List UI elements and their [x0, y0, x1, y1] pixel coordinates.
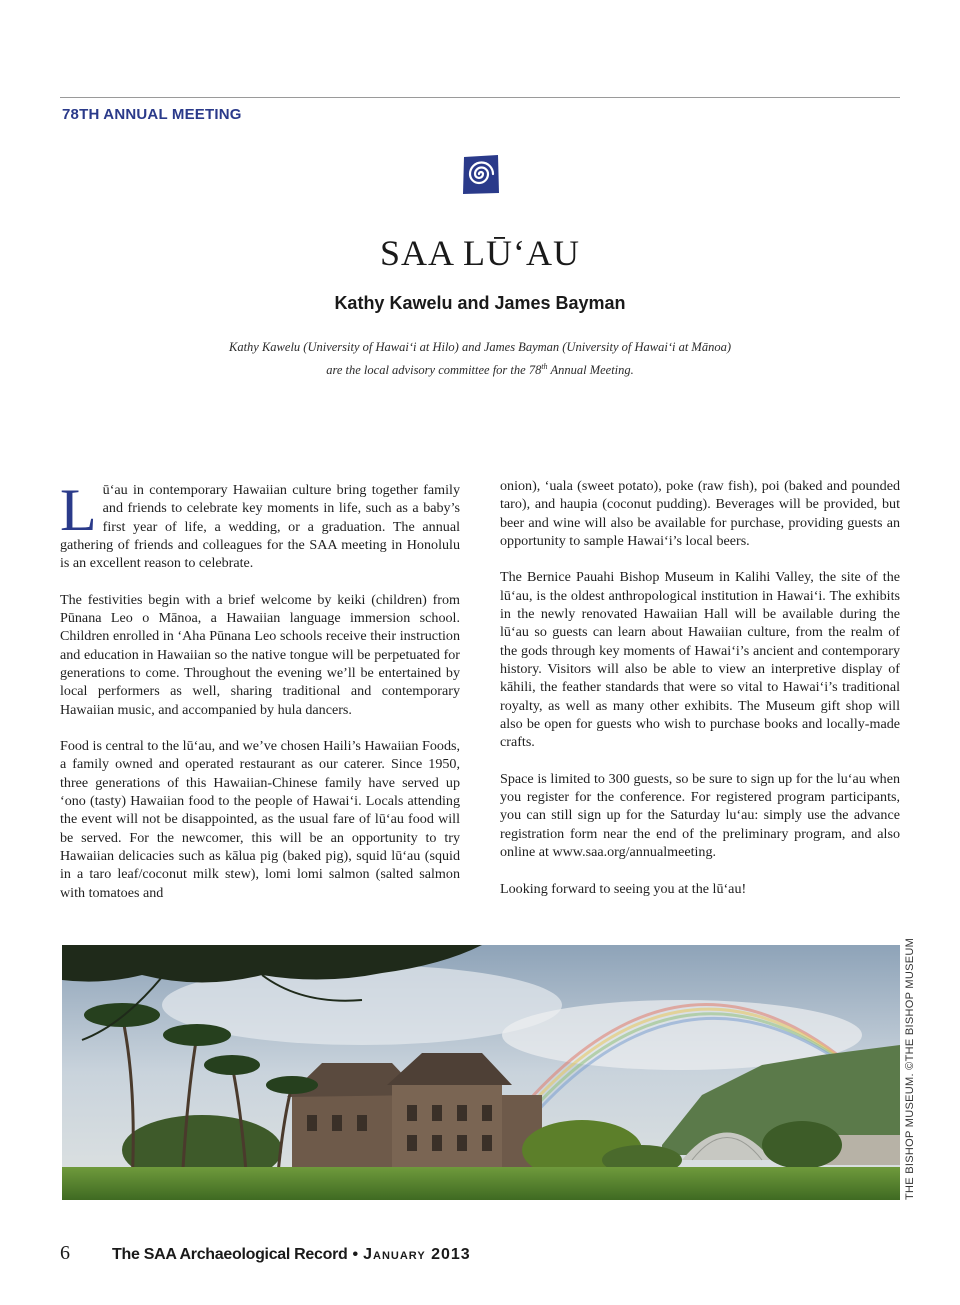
footer-bullet: • [352, 1246, 359, 1263]
paragraph-closing: Looking forward to seeing you at the lūʻau! [500, 880, 747, 897]
paragraph-food-continued: onion), ʻuala (sweet potato), poke (raw fish), poi (baked and pounded taro), and haupia (coconut pudding). Beverages will be provided, but beer and wine will also be available for purchase, providing guests an opportunity to sample Hawaiʻi’s local beers. [500, 478, 900, 549]
paragraph-intro-text: ūʻau in contemporary Hawaiian culture bring together family and friends to celebrate key moments in life, such as a baby’s first year of life, a wedding, or a graduation. The annual gathering of friends and colleagues for the SAA meeting in Honolulu is an excellent reason to celebrate. [60, 482, 460, 572]
paragraph-food: Food is central to the lūʻau, and we’ve chosen Haili’s Hawaiian Foods, a family owned and operated restaurant as our caterer. Since 1950, three generations of this Hawaiian-Chinese family have served up ʻono (tasty) Hawaiian food to the people of Hawaiʻi. Locals attending the event will not be disappointed, as the usual fare of lūʻau food will be served. For the newcomer, this will be an opportunity to try Hawaiian delicacies such as kālua pig (baked pig), squid lūʻau (squid in a taro leaf/coconut milk stew), lomi lomi salmon (salted salmon with tomatoes and [60, 738, 460, 901]
affiliation-line-2-text: are the local advisory committee for the 78 [326, 363, 542, 378]
affiliation-line-2-end: Annual Meeting. [547, 363, 634, 378]
article-title: SAA LŪʻAU [379, 233, 580, 273]
article-authors: Kathy Kawelu and James Bayman [334, 293, 626, 313]
drop-cap: L [60, 477, 97, 543]
saa-spiral-logo-icon [461, 153, 501, 196]
affiliation-line-2 [150, 357, 810, 380]
page-number: 6 [60, 1242, 70, 1264]
header-rule [60, 97, 900, 98]
affiliation-superscript: th [541, 362, 548, 371]
author-affiliation [150, 338, 810, 380]
paragraph-registration: Space is limited to 300 guests, so be sure to sign up for the luʻau when you register for the conference. For registered program participants, you can still sign up for the Saturday luʻau: simply use the advance registration form near the end of the preliminary program, and also online at www.saa.org/annualmeeting. [500, 770, 900, 860]
page-footer [60, 1242, 471, 1265]
paragraph-festivities: The festivities begin with a brief welcome by keiki (children) from Pūnana Leo o Mānoa, a Hawaiian language immersion school. Children enrolled in ʻAha Pūnana Leo schools receive their instruction and education in Hawaiian so the native tongue will be perpetuated for generations to come. Throughout the evening we’ll be entertained by local performers as well, sharing traditional and contemporary Hawaiian music, and accompanied by hula dancers. [60, 591, 460, 718]
left-column [60, 477, 460, 920]
affiliation-line-1: Kathy Kawelu (University of Hawaiʻi at Hilo) and James Bayman (University of Hawaiʻi at Mānoa) [228, 340, 731, 354]
paragraph-museum: The Bernice Pauahi Bishop Museum in Kalihi Valley, the site of the lūʻau, is the oldest anthropological institution in Hawaiʻi. The exhibits in the newly renovated Hawaiian Hall will be available during the lūʻau so guests can learn about Hawaiian culture, from the realm of the gods through key moments of Hawaiʻi’s ancient and contemporary history. Visitors will also be able to view an interpretive display of kāhili, the feather standards that were so vital to Hawaiʻi’s traditional royalty, as well as many other exhibits. The Museum gift shop will also be open for guests who wish to purchase books and locally-made crafts. [500, 569, 900, 751]
photo-credit: THE BISHOP MUSEUM. ©THE BISHOP MUSEUM [904, 937, 916, 1200]
issue-date: January 2013 [363, 1246, 471, 1263]
journal-title: The SAA Archaeological Record [112, 1246, 348, 1263]
section-label: 78TH ANNUAL MEETING [62, 106, 242, 123]
paragraph-intro [60, 477, 460, 572]
right-column [500, 477, 900, 916]
bishop-museum-photo [62, 945, 900, 1200]
